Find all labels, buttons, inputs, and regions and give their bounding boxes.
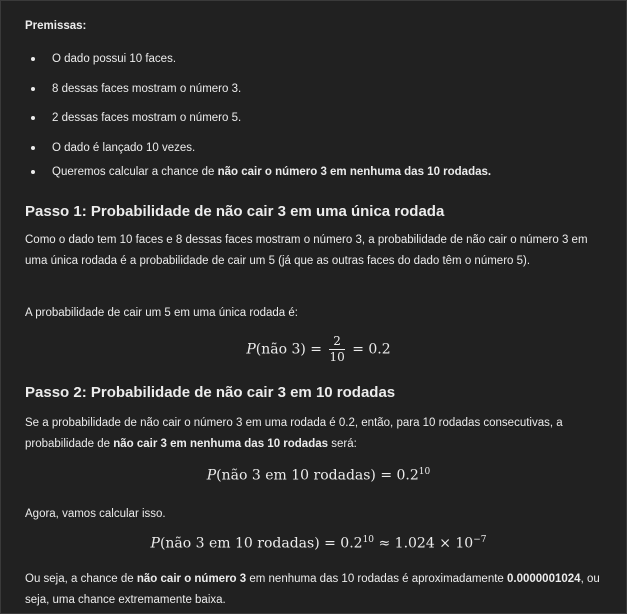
text-span: , ou seja, uma chance extremamente baixa. <box>25 573 600 606</box>
bullet-dot-icon <box>31 116 35 120</box>
bold-span: não cair o número 3 <box>136 573 247 585</box>
eq-rhs: = 0.2 <box>352 341 391 358</box>
equation-result <box>25 535 612 552</box>
eq-var: P <box>206 467 217 484</box>
eq-arg: (não 3 em 10 rodadas) = 0.2 <box>216 467 419 484</box>
text-span: Se a probabilidade de não cair o número 3 em uma rodada é 0.2, então, para 10 rodadas consecutivas, a probabilidade de <box>25 417 563 450</box>
list-item-text <box>52 166 491 178</box>
passo1-heading: Passo 1: Probabilidade de não cair 3 em uma única rodada <box>25 203 445 220</box>
fraction <box>329 334 344 365</box>
text-span: será: <box>328 438 357 450</box>
passo1-paragraph-1: Como o dado tem 10 faces e 8 dessas faces mostram o número 3, a probabilidade de não cair o número 3 em uma única rodada é a probabilidade de cair um 5 (já que as outras faces do dado têm o número 5). <box>25 234 588 267</box>
eq-exponent: 10 <box>362 535 375 545</box>
passo1-paragraph-2: A probabilidade de cair um 5 em uma única rodada é: <box>25 307 298 319</box>
list-item <box>31 166 491 178</box>
eq-exponent: −7 <box>473 535 487 545</box>
passo2-paragraph-1 <box>25 413 608 455</box>
bold-span: 0.0000001024 <box>507 573 581 585</box>
bullet-dot-icon <box>31 170 35 174</box>
bold-span: em nenhuma das 10 rodadas <box>170 438 329 450</box>
eq-var: P <box>246 341 256 358</box>
list-item-text: 8 dessas faces mostram o número 3. <box>52 83 242 95</box>
list-item-text: O dado é lançado 10 vezes. <box>52 142 196 154</box>
equation-p-10-rodadas <box>25 467 612 484</box>
list-item-text: O dado possui 10 faces. <box>52 53 177 65</box>
passo2-heading: Passo 2: Probabilidade de não cair 3 em 10 rodadas <box>25 384 396 401</box>
eq-var: P <box>150 535 160 552</box>
list-item <box>31 53 176 65</box>
text-span: Ou seja, a chance de <box>25 573 137 585</box>
list-item-text: 2 dessas faces mostram o número 5. <box>52 112 242 124</box>
bullet5-bold: não cair o número 3 em nenhuma das 10 rodadas. <box>217 166 492 178</box>
premissas-heading: Premissas: <box>25 20 87 32</box>
bold-span: não cair 3 <box>113 438 167 450</box>
equation-p-nao-3 <box>25 334 612 365</box>
text-span: em nenhuma das 10 rodadas é aproximadamente <box>246 573 507 585</box>
bullet-dot-icon <box>31 57 35 61</box>
fraction-denominator: 10 <box>329 350 345 364</box>
list-item <box>31 112 241 124</box>
eq-arg: (não 3 em 10 rodadas) = 0.2 <box>159 535 363 552</box>
eq-approx: ≈ 1.024 × 10 <box>374 535 474 552</box>
list-item <box>31 83 241 95</box>
bullet5-prefix: Queremos calcular a chance de <box>52 166 218 178</box>
bullet-dot-icon <box>31 146 35 150</box>
list-item <box>31 142 195 154</box>
bullet-dot-icon <box>31 87 35 91</box>
eq-exponent: 10 <box>418 467 431 477</box>
fraction-numerator: 2 <box>329 334 344 350</box>
passo2-paragraph-2: Agora, vamos calcular isso. <box>25 508 166 520</box>
passo2-paragraph-3 <box>25 569 608 611</box>
eq-arg: (não 3) = <box>255 341 323 358</box>
